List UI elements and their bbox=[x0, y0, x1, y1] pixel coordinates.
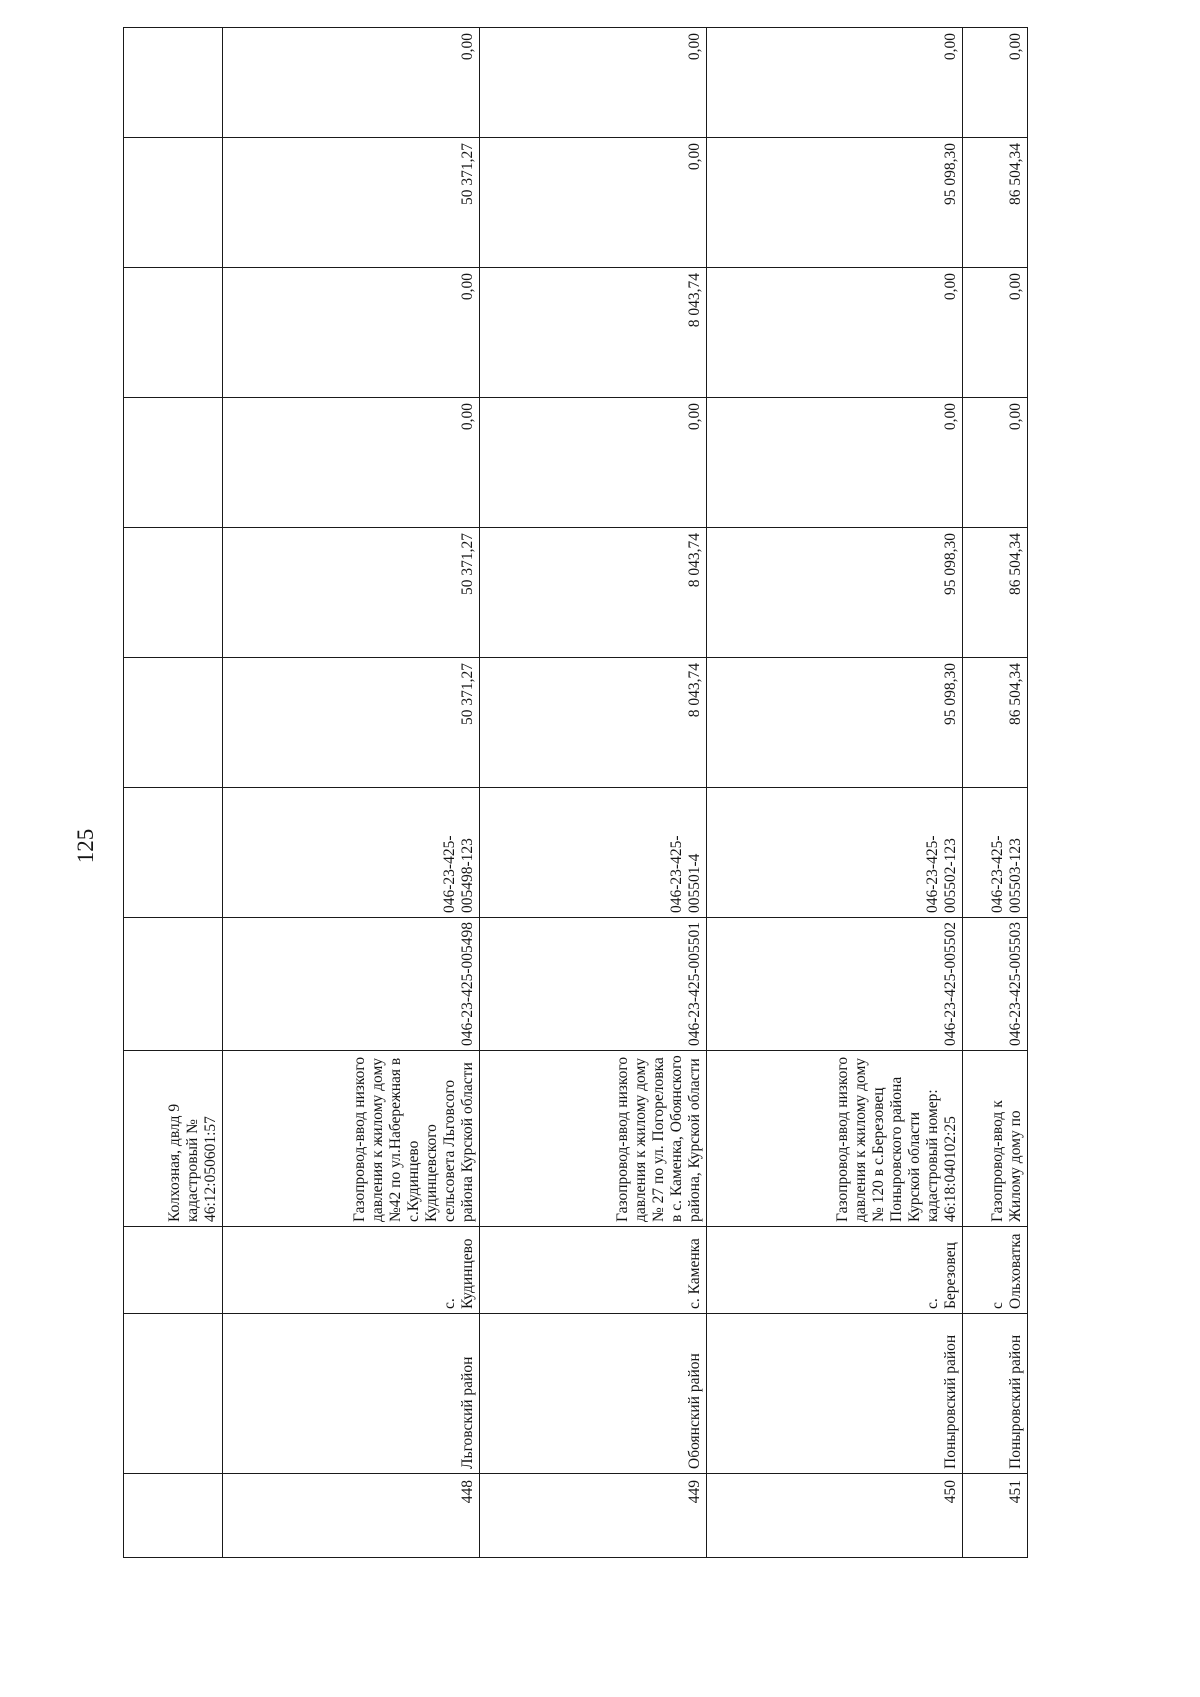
value-cell: 50 371,27 bbox=[223, 528, 479, 658]
registry-table-wrapper bbox=[123, 33, 1028, 1558]
district-cell bbox=[124, 1314, 223, 1474]
value-cell: 0,00 bbox=[963, 398, 1028, 528]
code-cell: 046-23-425-005498 bbox=[223, 918, 479, 1051]
row-index: 451 bbox=[963, 1474, 1028, 1558]
value-cell bbox=[124, 658, 223, 788]
value-cell bbox=[124, 138, 223, 268]
value-cell bbox=[124, 398, 223, 528]
value-cell: 50 371,27 bbox=[223, 658, 479, 788]
row-index bbox=[124, 1474, 223, 1558]
table-row bbox=[706, 28, 962, 1558]
locality-cell bbox=[124, 1227, 223, 1314]
locality-cell: с Ольховатка bbox=[963, 1227, 1028, 1314]
table-row bbox=[223, 28, 479, 1558]
value-cell: 0,00 bbox=[963, 268, 1028, 398]
description-cell: Газопровод-ввод низкого давления к жилому дому № 120 в с.Березовец Поныровского района Курской области кадастровый номер: 46:18:040102:25 bbox=[706, 1051, 962, 1227]
value-cell: 0,00 bbox=[963, 28, 1028, 138]
inventory-cell bbox=[124, 788, 223, 918]
table-row bbox=[479, 28, 706, 1558]
value-cell: 86 504,34 bbox=[963, 138, 1028, 268]
inventory-cell: 046-23-425-005501-4 bbox=[479, 788, 706, 918]
value-cell: 0,00 bbox=[706, 268, 962, 398]
description-cell: Газопровод-ввод низкого давления к жилому дому № 27 по ул. Погореловка в с. Каменка, Обоянского района, Курской области bbox=[479, 1051, 706, 1227]
row-index: 448 bbox=[223, 1474, 479, 1558]
value-cell: 0,00 bbox=[479, 28, 706, 138]
value-cell: 0,00 bbox=[479, 398, 706, 528]
page-number: 125 bbox=[73, 828, 98, 864]
inventory-cell: 046-23-425-005503-123 bbox=[963, 788, 1028, 918]
value-cell: 0,00 bbox=[223, 398, 479, 528]
value-cell: 0,00 bbox=[479, 138, 706, 268]
registry-table bbox=[123, 27, 1028, 1558]
district-cell: Обоянский район bbox=[479, 1314, 706, 1474]
locality-cell: с. Кудинцево bbox=[223, 1227, 479, 1314]
description-cell: Колхозная, двлд 9 кадастровый № 46:12:050601:57 bbox=[124, 1051, 223, 1227]
row-index: 450 bbox=[706, 1474, 962, 1558]
district-cell: Поныровский район bbox=[963, 1314, 1028, 1474]
value-cell: 8 043,74 bbox=[479, 528, 706, 658]
inventory-cell: 046-23-425-005502-123 bbox=[706, 788, 962, 918]
value-cell: 50 371,27 bbox=[223, 138, 479, 268]
value-cell bbox=[124, 528, 223, 658]
row-index: 449 bbox=[479, 1474, 706, 1558]
code-cell: 046-23-425-005503 bbox=[963, 918, 1028, 1051]
value-cell bbox=[124, 268, 223, 398]
locality-cell: с. Березовец bbox=[706, 1227, 962, 1314]
value-cell: 0,00 bbox=[706, 28, 962, 138]
description-cell: Газопровод-ввод низкого давления к жилому дому №42 по ул.Набережная в с.Кудинцево Кудинцевского сельсовета Льговсого района Курской области bbox=[223, 1051, 479, 1227]
value-cell: 95 098,30 bbox=[706, 658, 962, 788]
value-cell: 86 504,34 bbox=[963, 658, 1028, 788]
code-cell: 046-23-425-005502 bbox=[706, 918, 962, 1051]
table-row bbox=[124, 28, 223, 1558]
value-cell: 8 043,74 bbox=[479, 268, 706, 398]
table-row bbox=[963, 28, 1028, 1558]
value-cell: 95 098,30 bbox=[706, 138, 962, 268]
value-cell: 86 504,34 bbox=[963, 528, 1028, 658]
value-cell: 8 043,74 bbox=[479, 658, 706, 788]
code-cell: 046-23-425-005501 bbox=[479, 918, 706, 1051]
description-cell: Газопровод-ввод к Жилому дому по bbox=[963, 1051, 1028, 1227]
value-cell: 95 098,30 bbox=[706, 528, 962, 658]
code-cell bbox=[124, 918, 223, 1051]
district-cell: Поныровский район bbox=[706, 1314, 962, 1474]
inventory-cell: 046-23-425-005498-123 bbox=[223, 788, 479, 918]
value-cell: 0,00 bbox=[223, 28, 479, 138]
value-cell bbox=[124, 28, 223, 138]
value-cell: 0,00 bbox=[706, 398, 962, 528]
district-cell: Льговский район bbox=[223, 1314, 479, 1474]
locality-cell: с. Каменка bbox=[479, 1227, 706, 1314]
value-cell: 0,00 bbox=[223, 268, 479, 398]
